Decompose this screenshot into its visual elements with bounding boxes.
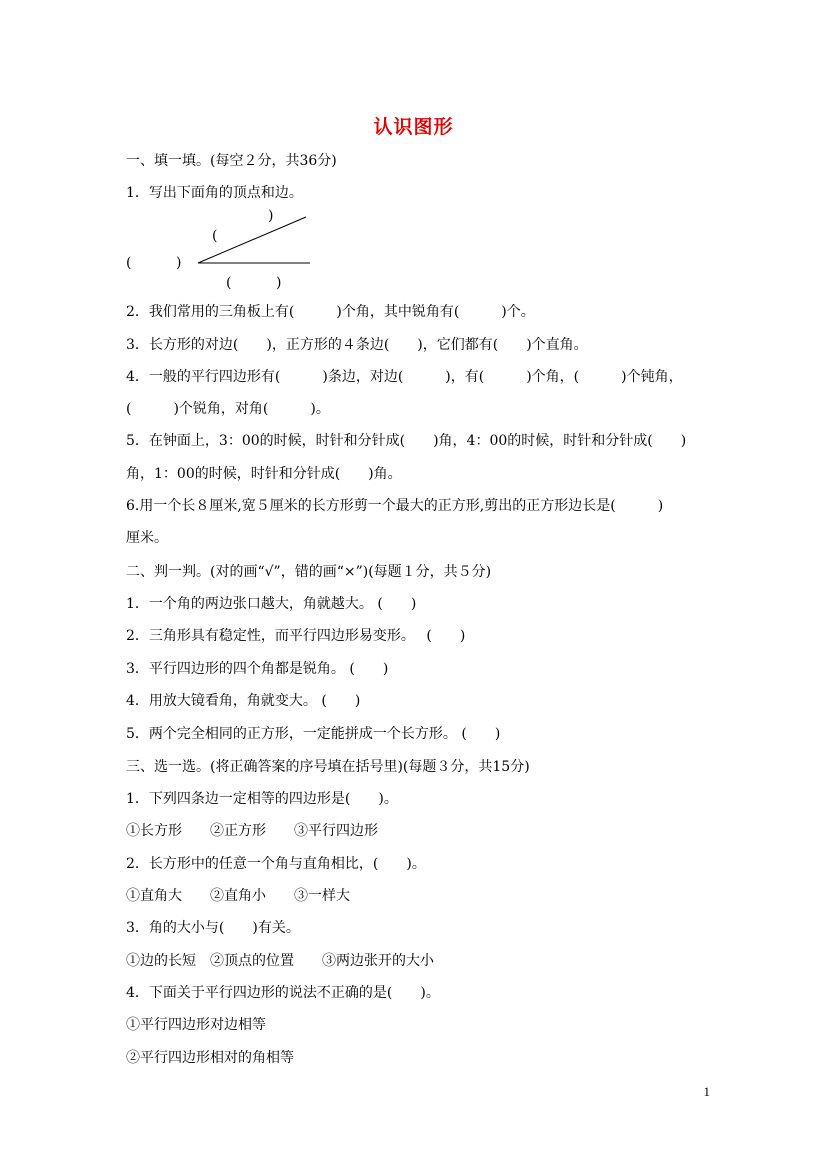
blank-vertex: ( ) (126, 255, 182, 271)
question-5-line-1: 5．在钟面上，3：00的时候，时针和分针成( )角，4：00的时候，时针和分针成( ) (126, 433, 687, 449)
question-1: 1．写出下面角的顶点和边。 (126, 185, 303, 201)
page-title: 认识图形 (373, 116, 454, 138)
section2-header: 二、判一判。(对的画“√”，错的画“×”)(每题１分，共５分) (126, 564, 492, 580)
judge-item-4: 4．用放大镜看角，角就变大。 ( ) (126, 693, 361, 709)
judge-item-1: 1．一个角的两边张口越大，角就越大。 ( ) (126, 596, 417, 612)
blank-side-bottom: ( ) (226, 275, 282, 291)
judge-item-5: 5．两个完全相同的正方形，一定能拼成一个长方形。 ( ) (126, 726, 501, 742)
choice-question-2: 2．长方形中的任意一个角与直角相比，( )。 (126, 856, 426, 872)
question-5-line-2: 角，1：00的时候，时针和分针成( )角。 (126, 466, 402, 482)
choice-option-4-2: ②平行四边形相对的角相等 (126, 1050, 294, 1066)
question-4-line-2: ( )个锐角，对角( )。 (126, 401, 330, 417)
choice-options-2: ①直角大 ②直角小 ③一样大 (126, 888, 350, 904)
blank-side-top-close: ) (268, 208, 274, 224)
choice-option-4-1: ①平行四边形对边相等 (126, 1017, 266, 1033)
question-6-line-2: 厘米。 (126, 530, 168, 546)
page-number: 1 (703, 1084, 710, 1099)
blank-side-top-open: ( (212, 228, 218, 244)
choice-question-1: 1．下列四条边一定相等的四边形是( )。 (126, 791, 398, 807)
choice-question-4: 4．下面关于平行四边形的说法不正确的是( )。 (126, 985, 440, 1001)
section3-header: 三、选一选。(将正确答案的序号填在括号里)(每题３分，共15分) (126, 759, 530, 775)
question-4-line-1: 4．一般的平行四边形有( )条边，对边( )，有( )个角，( )个钝角， (126, 369, 683, 385)
choice-options-3: ①边的长短 ②顶点的位置 ③两边张开的大小 (126, 953, 434, 969)
choice-options-1: ①长方形 ②正方形 ③平行四边形 (126, 823, 378, 839)
angle-diagram (196, 212, 316, 272)
question-2: 2．我们常用的三角板上有( )个角，其中锐角有( )个。 (126, 304, 535, 320)
question-3: 3．长方形的对边( )，正方形的４条边( )，它们都有( )个直角。 (126, 337, 588, 353)
question-6-line-1: 6.用一个长８厘米,宽５厘米的长方形剪一个最大的正方形,剪出的正方形边长是( ) (126, 498, 664, 514)
section1-header: 一、填一填。(每空２分，共36分) (126, 153, 337, 169)
judge-item-3: 3．平行四边形的四个角都是锐角。 ( ) (126, 661, 389, 677)
angle-side-upper (198, 217, 306, 263)
choice-question-3: 3．角的大小与( )有关。 (126, 920, 300, 936)
judge-item-2: 2．三角形具有稳定性，而平行四边形易变形。 ( ) (126, 628, 466, 644)
